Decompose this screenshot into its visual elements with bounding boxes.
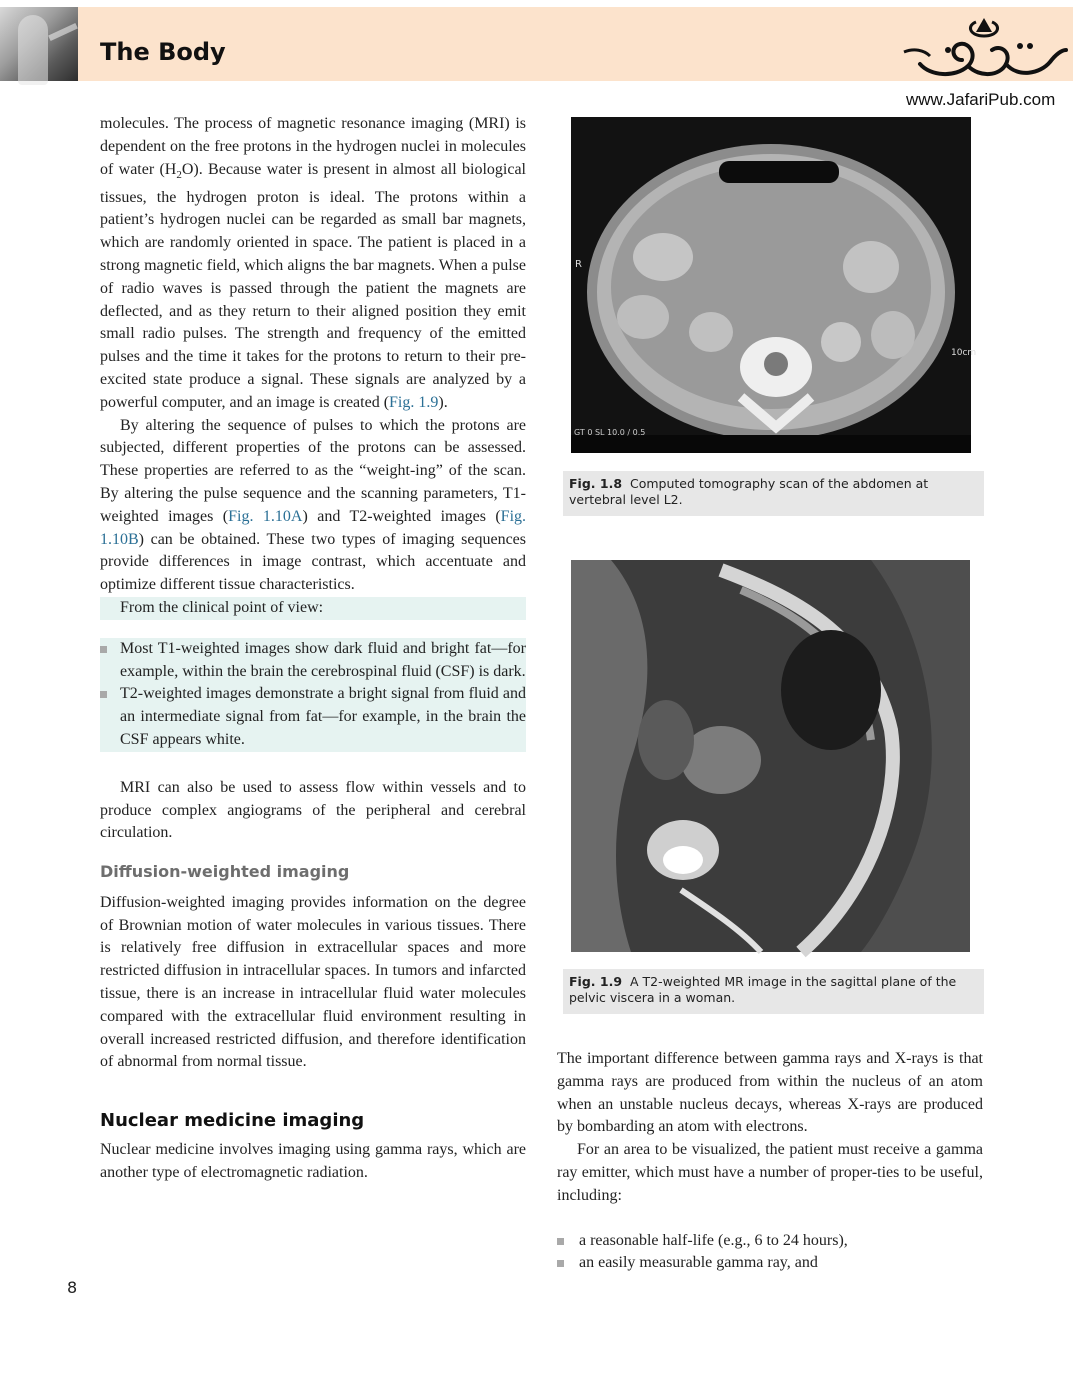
publisher-url: www.JafariPub.com xyxy=(906,90,1056,109)
clinical-lead-paragraph: From the clinical point of view: xyxy=(100,597,526,620)
mri-paragraph: molecules. The process of magnetic resonance imaging (MRI) is dependent on the free protons in the hydrogen nuclei in molecules of water $(H_2O)$. Because water is present in almost all biological tissues, the hydrogen proton is ideal. The protons within a patient’s hydrogen nuclei can be regarded as small bar magnets, which are randomly oriented in space. The patient is placed in a strong magnetic field, which aligns the bar magnets. When a pulse of radio waves is passed through the patient the magnets are deflected, and as they return to their aligned position they emit small radio pulses. The strength and frequency of the emitted pulses and the time it takes for the protons to return to their pre-excited state produce a signal. These signals are analyzed by a powerful computer, and an image is created (Fig. 1.9). xyxy=(100,115,526,411)
section-heading-diffusion: Diffusion-weighted imaging xyxy=(100,862,350,882)
left-column xyxy=(100,113,526,1185)
list-item: an easily measurable gamma ray, and xyxy=(557,1252,983,1275)
ct-marker-scale: 10cm xyxy=(951,348,977,358)
right-column xyxy=(557,1048,983,1275)
diffusion-paragraph: Diffusion-weighted imaging provides information on the degree of Brownian motion of water molecules in various tissues. There is relatively free diffusion in extracellular spaces and more restricted diffusion in intracellular spaces. In tumors and infarcted tissue, there is an increase in intracellular fluid water molecules compared with the extracellular fluid environment resulting in overall increased restricted diffusion, and therefore identification of abnormal from normal tissue. xyxy=(100,893,526,1071)
weighting-paragraph: By altering the sequence of pulses to which the protons are subjected, different properties of the protons can be assessed. These properties are referred to as the “weight-ing” of the scan. By altering the pulse sequence and the scanning parameters, T1-weighted images (Fig. 1.10A) and T2-weighted images (Fig. 1.10B) can be obtained. These two types of imaging sequences provide differences in image contrast, which accentuate and optimize different tissue characteristics. xyxy=(100,416,527,594)
list-item: a reasonable half-life (e.g., 6 to 24 hours), xyxy=(557,1230,983,1253)
publisher-logo xyxy=(900,6,1068,88)
gamma-xray-paragraph: The important difference between gamma rays and X-rays is that gamma rays are produced from within the nucleus of an atom when an unstable nucleus decays, whereas X-rays are produced by bombarding an atom with electrons. xyxy=(557,1050,983,1136)
header-thumbnail-image xyxy=(0,7,78,81)
ct-marker-r: R xyxy=(575,259,582,270)
clinical-bullet-list xyxy=(100,638,526,752)
section-heading-nuclear: Nuclear medicine imaging xyxy=(100,1110,365,1132)
list-item: T2-weighted images demonstrate a bright signal from fluid and an intermediate signal from fat—for example, in the brain the CSF appears white. xyxy=(100,683,526,751)
figure-ref-link[interactable]: Fig. 1.9 xyxy=(389,393,439,411)
page-number: 8 xyxy=(67,1278,78,1297)
ct-scan-image xyxy=(571,117,977,453)
figure-ref-link[interactable]: Fig. 1.10A xyxy=(228,507,303,525)
gamma-emitter-paragraph: For an area to be visualized, the patient must receive a gamma ray emitter, which must have a number of proper-ties to be useful, including: xyxy=(557,1141,983,1204)
list-item: Most T1-weighted images show dark fluid and bright fat—for example, within the brain the cerebrospinal fluid (CSF) is dark. xyxy=(100,638,526,684)
nuclear-paragraph: Nuclear medicine involves imaging using gamma rays, which are another type of electromagnetic radiation. xyxy=(100,1141,526,1181)
figure-ref-link[interactable]: Fig. 1.10B xyxy=(100,507,527,548)
ct-marker-corner: GT 0 SL 10.0 / 0.5 xyxy=(574,428,646,437)
figure-caption-1-9: Fig. 1.9 A T2-weighted MR image in the sagittal plane of the pelvic viscera in a woman. xyxy=(563,969,984,1014)
figure-caption-1-8: Fig. 1.8 Computed tomography scan of the abdomen at vertebral level L2. xyxy=(563,471,984,516)
angiogram-paragraph: MRI can also be used to assess flow within vessels and to produce complex angiograms of the peripheral and cerebral circulation. xyxy=(100,778,526,842)
emitter-properties-list xyxy=(557,1230,983,1276)
mri-sagittal-image xyxy=(571,560,970,952)
chapter-title: The Body xyxy=(100,38,226,66)
